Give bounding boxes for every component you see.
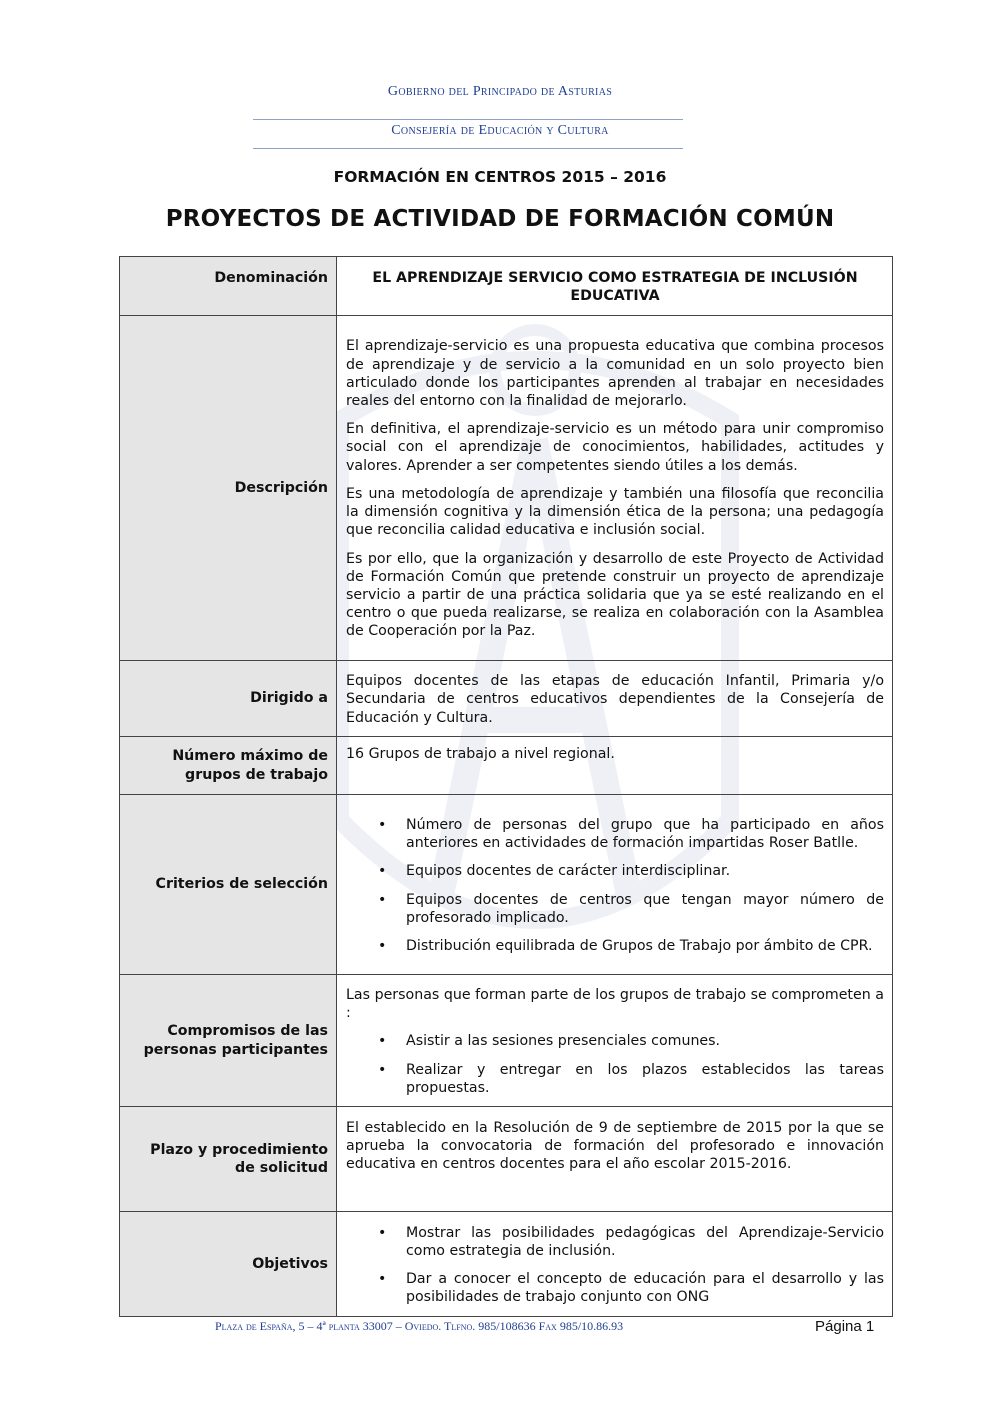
label-dirigido: Dirigido a bbox=[120, 661, 337, 737]
row-criterios bbox=[120, 795, 893, 975]
value-numero-maximo: 16 Grupos de trabajo a nivel regional. bbox=[337, 737, 893, 795]
value-criterios bbox=[337, 795, 893, 975]
row-dirigido bbox=[120, 661, 893, 737]
criterios-item: • Equipos docentes de centros que tengan mayor número de profesorado implicado. bbox=[346, 891, 884, 927]
objetivos-list bbox=[346, 1224, 884, 1307]
criterios-item: • Número de personas del grupo que ha participado en años anteriores en actividades de formación impartidas Roser Batlle. bbox=[346, 816, 884, 852]
label-compromisos: Compromisos de las personas participantes bbox=[120, 975, 337, 1107]
header-divider-top bbox=[253, 119, 683, 120]
document-title: PROYECTOS DE ACTIVIDAD DE FORMACIÓN COMÚN bbox=[165, 206, 835, 232]
header-department: Consejería de Educación y Cultura bbox=[391, 123, 609, 138]
row-compromisos bbox=[120, 975, 893, 1107]
document-subtitle: FORMACIÓN EN CENTROS 2015 – 2016 bbox=[333, 168, 667, 186]
descripcion-paragraph: Es por ello, que la organización y desarrollo de este Proyecto de Actividad de Formación Común que pretende construir un proyecto de aprendizaje servicio a partir de una práctica solidaria que ya se esté realizando en el centro o que pueda realizarse, se realiza en colaboración con la Asamblea de Cooperación por la Paz. bbox=[346, 550, 884, 640]
value-descripcion bbox=[337, 316, 893, 661]
header-government: Gobierno del Principado de Asturias bbox=[387, 84, 613, 99]
compromisos-intro: Las personas que forman parte de los grupos de trabajo se comprometen a : bbox=[346, 986, 884, 1022]
footer-address: Plaza de España, 5 – 4ª planta 33007 – Oviedo. Tlfno. 985/108636 Fax 985/10.86.93 bbox=[215, 1319, 624, 1333]
page-number: Página 1 bbox=[815, 1318, 875, 1335]
value-plazo: El establecido en la Resolución de 9 de septiembre de 2015 por la que se aprueba la convocatoria de formación del profesorado e innovación educativa en centros docentes para el año escolar 2015-2016. bbox=[337, 1107, 893, 1212]
descripcion-paragraph: El aprendizaje-servicio es una propuesta educativa que combina procesos de aprendizaje y de servicio a la comunidad en un solo proyecto bien articulado donde los participantes aprenden al trabajar en necesidades reales del entorno con la finalidad de mejorarlo. bbox=[346, 338, 884, 410]
value-denominacion: EL APRENDIZAJE SERVICIO COMO ESTRATEGIA DE INCLUSIÓN EDUCATIVA bbox=[337, 257, 893, 316]
value-dirigido: Equipos docentes de las etapas de educación Infantil, Primaria y/o Secundaria de centros educativos dependientes de la Consejería de Educación y Cultura. bbox=[337, 661, 893, 737]
objetivos-item: • Dar a conocer el concepto de educación para el desarrollo y las posibilidades de trabajo conjunto con ONG bbox=[346, 1270, 884, 1306]
value-objetivos bbox=[337, 1212, 893, 1317]
header-divider-bottom bbox=[253, 148, 683, 149]
row-numero-maximo bbox=[120, 737, 893, 795]
label-numero-maximo: Número máximo de grupos de trabajo bbox=[120, 737, 337, 795]
compromisos-list bbox=[346, 1032, 884, 1097]
criterios-item: • Equipos docentes de carácter interdisciplinar. bbox=[346, 862, 884, 880]
label-descripcion: Descripción bbox=[120, 316, 337, 661]
compromisos-item: • Asistir a las sesiones presenciales comunes. bbox=[346, 1032, 884, 1050]
descripcion-paragraph: En definitiva, el aprendizaje-servicio es un método para unir compromiso social con el aprendizaje de conocimientos, habilidades, actitudes y valores. Aprender a ser competentes siendo útiles a los demás. bbox=[346, 421, 884, 474]
value-compromisos bbox=[337, 975, 893, 1107]
row-denominacion bbox=[120, 257, 893, 316]
label-plazo: Plazo y procedimiento de solicitud bbox=[120, 1107, 337, 1212]
row-objetivos bbox=[120, 1212, 893, 1317]
label-criterios: Criterios de selección bbox=[120, 795, 337, 975]
criterios-list bbox=[346, 816, 884, 955]
criterios-item: • Distribución equilibrada de Grupos de Trabajo por ámbito de CPR. bbox=[346, 937, 884, 955]
label-denominacion: Denominación bbox=[120, 257, 337, 316]
label-objetivos: Objetivos bbox=[120, 1212, 337, 1317]
descripcion-paragraph: Es una metodología de aprendizaje y también una filosofía que reconcilia la dimensión cognitiva y la dimensión ética de la persona; una pedagogía que reconcilia calidad educativa e inclusión social. bbox=[346, 485, 884, 539]
row-plazo bbox=[120, 1107, 893, 1212]
project-info-table bbox=[119, 256, 893, 1317]
compromisos-item: • Realizar y entregar en los plazos establecidos las tareas propuestas. bbox=[346, 1061, 884, 1097]
objetivos-item: • Mostrar las posibilidades pedagógicas del Aprendizaje-Servicio como estrategia de inclusión. bbox=[346, 1224, 884, 1260]
row-descripcion bbox=[120, 316, 893, 661]
